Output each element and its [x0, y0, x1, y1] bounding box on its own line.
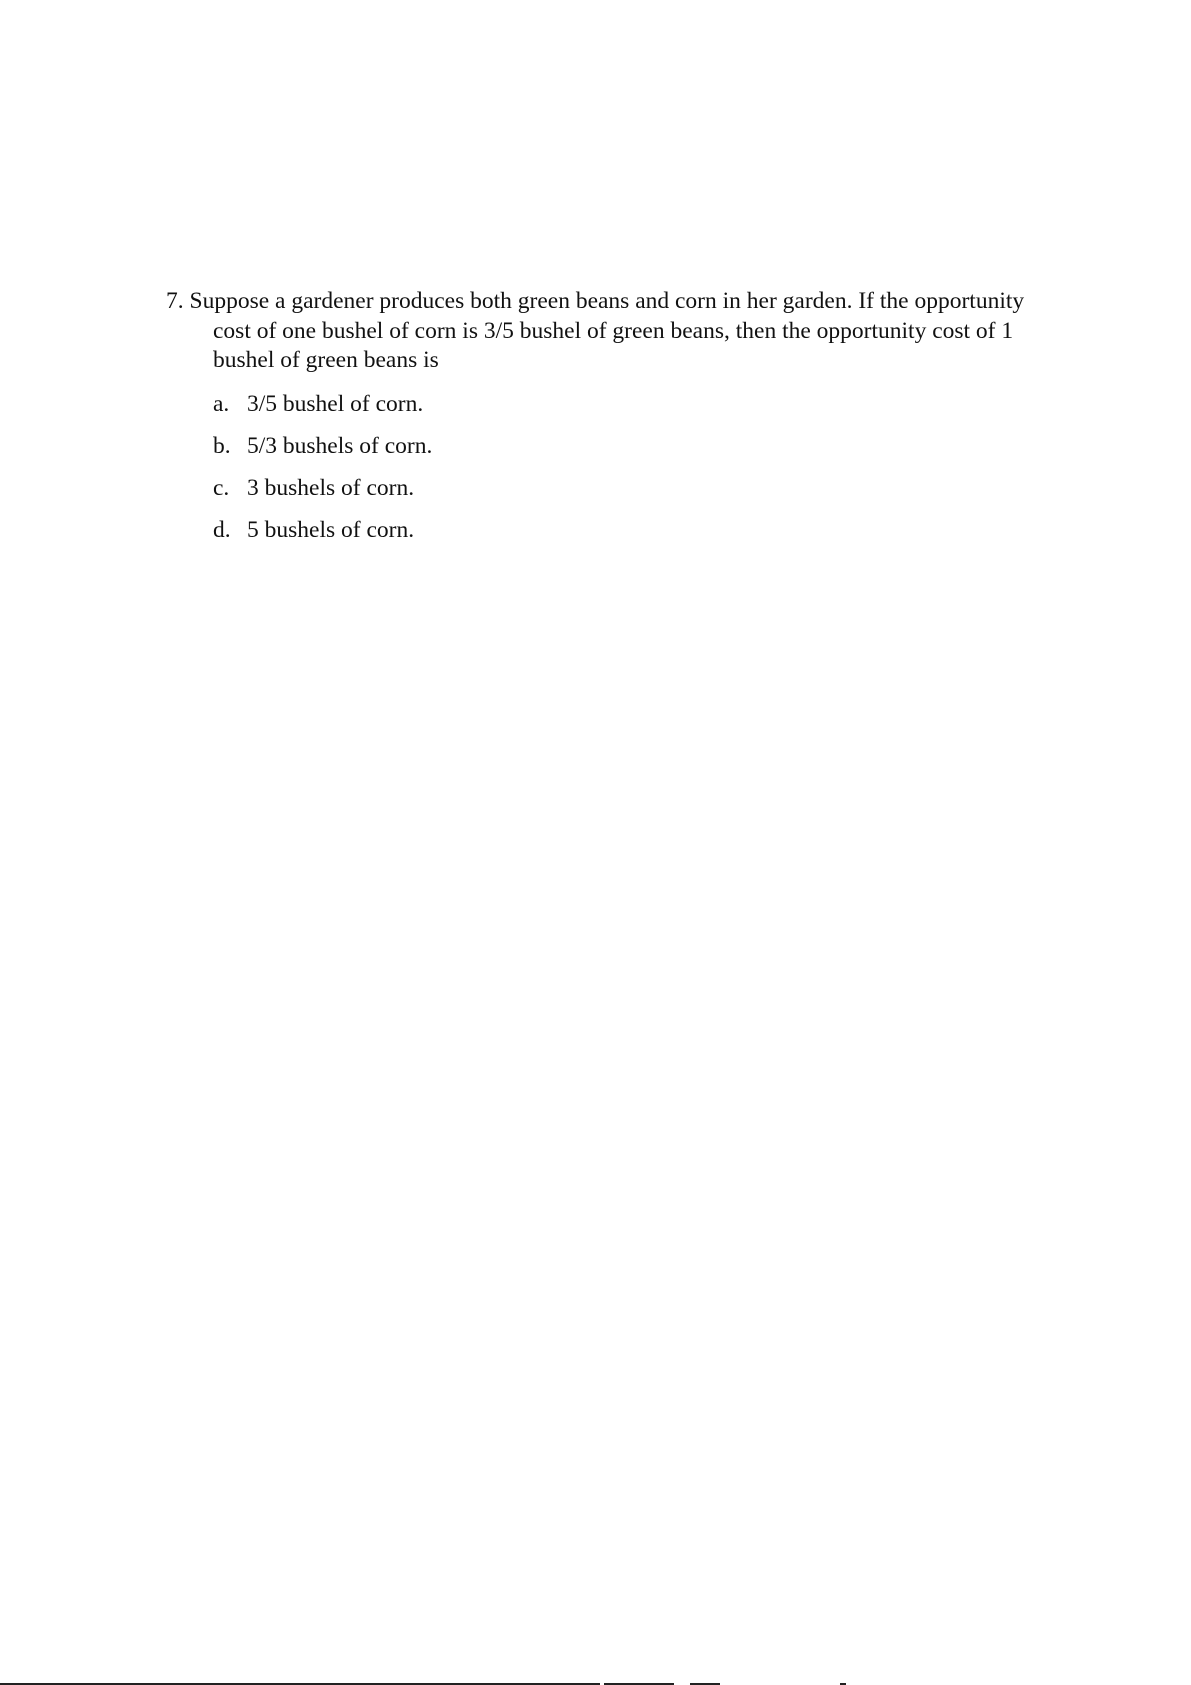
option-c: [213, 474, 1046, 516]
option-text: 5 bushels of corn.: [247, 516, 415, 543]
option-letter: d.: [213, 516, 231, 543]
option-d: [213, 516, 1046, 558]
option-letter: b.: [213, 432, 231, 459]
option-text: 3/5 bushel of corn.: [247, 390, 424, 417]
option-b: [213, 432, 1046, 474]
question-stem: 7. Suppose a gardener produces both green beans and corn in her garden. If the opportunity cost of one bushel of corn is 3/5 bushel of green beans, then the opportunity cost of 1 bushel of green beans is: [166, 288, 1025, 373]
option-text: 5/3 bushels of corn.: [247, 432, 433, 459]
question-7: [166, 287, 1046, 558]
answer-options: [166, 390, 1046, 558]
option-text: 3 bushels of corn.: [247, 474, 415, 501]
option-letter: c.: [213, 474, 230, 501]
option-a: [213, 390, 1046, 432]
option-letter: a.: [213, 390, 230, 417]
